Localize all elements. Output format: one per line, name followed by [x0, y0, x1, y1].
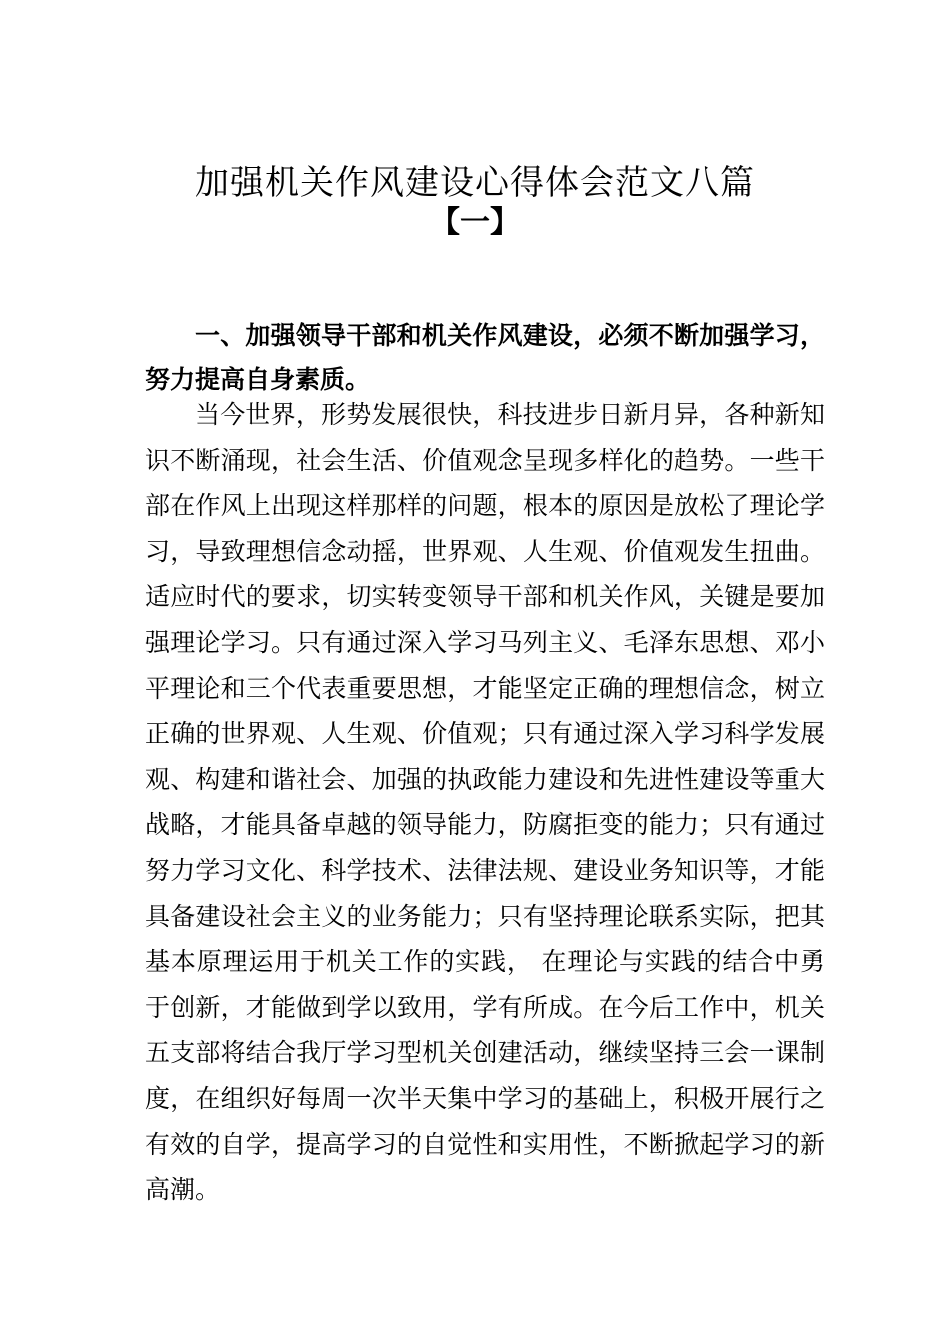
body-paragraph: 当今世界，形势发展很快，科技进步日新月异，各种新知识不断涌现，社会生活、价值观念呈现多样化的趋势。一些干部在作风上出现这样那样的问题，根本的原因是放松了理论学习，导致理想信念动摇，世界观、人生观、价值观发生扭曲。适应时代的要求，切实转变领导干部和机关作风，关键是要加强理论学习。只有通过深入学习马列主义、毛泽东思想、邓小平理论和三个代表重要思想，才能坚定正确的理想信念，树立正确的世界观、人生观、价值观；只有通过深入学习科学发展观、构建和谐社会、加强的执政能力建设和先进性建设等重大战略，才能具备卓越的领导能力，防腐拒变的能力；只有通过努力学习文化、科学技术、法律法规、建设业务知识等，才能具备建设社会主义的业务能力；只有坚持理论联系实际，把其基本原理运用于机关工作的实践， 在理论与实践的结合中勇于创新，才能做到学以致用，学有所成。在今后工作中，机关五支部将结合我厅学习型机关创建活动，继续坚持三会一课制度，在组织好每周一次半天集中学习的基础上，积极开展行之有效的自学，提高学习的自觉性和实用性，不断掀起学习的新高潮。 [145, 400, 825, 1205]
section-heading: 一、加强领导干部和机关作风建设，必须不断加强学习， 努力提高自身素质。 [145, 321, 825, 394]
section-number: 【一】 [430, 205, 520, 240]
document-title: 加强机关作风建设心得体会范文八篇 [195, 163, 755, 203]
